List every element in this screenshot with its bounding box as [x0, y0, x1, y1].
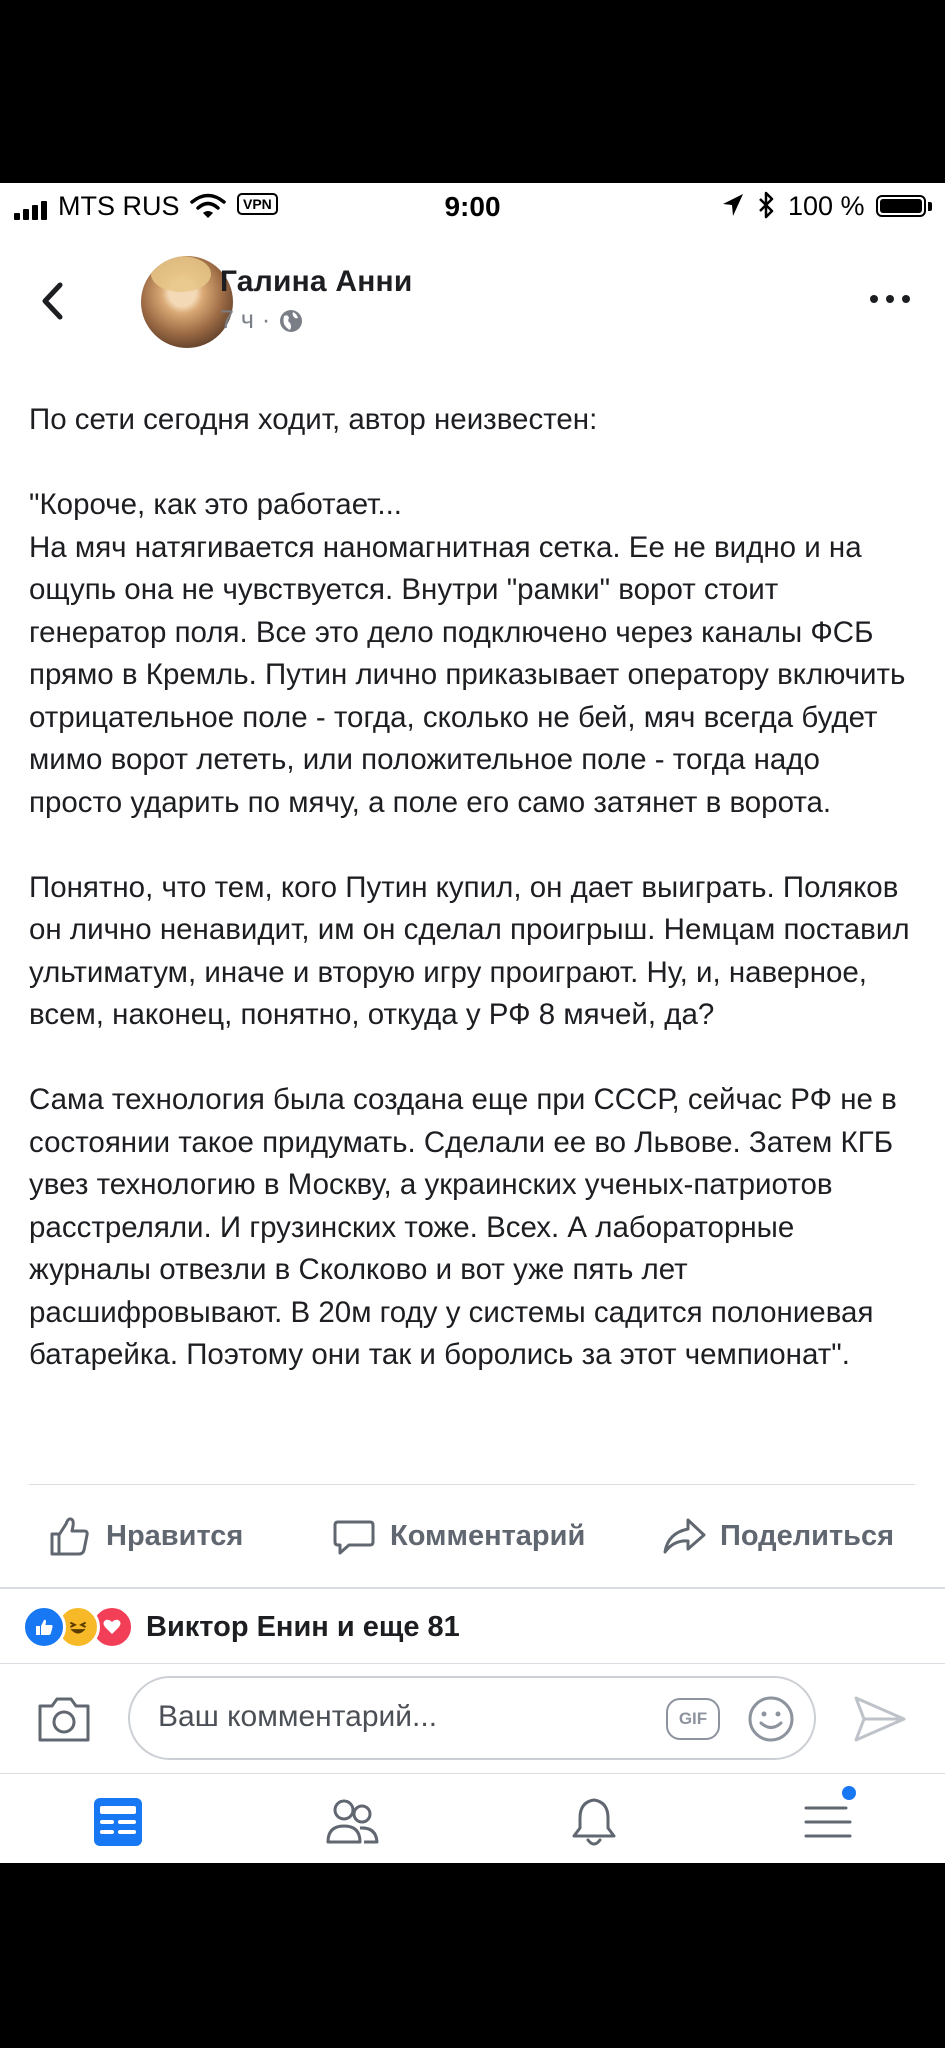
menu-icon[interactable] — [798, 1794, 858, 1850]
menu-notification-dot — [842, 1786, 856, 1800]
emoji-icon[interactable] — [746, 1694, 796, 1744]
gif-button[interactable]: GIF — [666, 1698, 720, 1740]
share-icon — [662, 1514, 706, 1558]
carrier-name: MTS RUS — [58, 191, 180, 221]
send-icon[interactable] — [852, 1694, 908, 1744]
friends-icon[interactable] — [322, 1794, 382, 1850]
like-label: Нравится — [106, 1519, 244, 1552]
bluetooth-icon — [757, 191, 775, 219]
battery-tip — [928, 202, 932, 211]
reactions-text: Виктор Енин и еще 81 — [146, 1610, 460, 1643]
status-bar — [0, 183, 945, 231]
post-paragraph: "Короче, как это работает... — [29, 488, 402, 521]
news-feed-icon[interactable] — [88, 1794, 148, 1850]
back-icon[interactable] — [40, 281, 64, 321]
like-reaction-icon — [22, 1605, 66, 1649]
comment-label: Комментарий — [390, 1519, 586, 1552]
globe-icon — [278, 308, 304, 334]
divider — [0, 1587, 945, 1589]
battery-icon — [876, 195, 926, 217]
reactions-summary[interactable] — [22, 1604, 460, 1650]
comment-placeholder: Ваш комментарий... — [158, 1700, 438, 1733]
comment-input[interactable] — [128, 1676, 816, 1760]
post-paragraph: По сети сегодня ходит, автор неизвестен: — [29, 403, 598, 436]
share-button[interactable] — [662, 1508, 894, 1564]
thumbs-up-icon — [48, 1514, 92, 1558]
post-paragraph: На мяч натягивается наномагнитная сетка. Ее не видно и на ощупь она не чувствуется. Внутри "рамки" ворот стоит генератор поля. Все это дело подключено через каналы ФСБ прямо в Кремль. Путин лично приказывает оператору включить отрицательное поле - тогда, сколько не бей, мяч всегда будет мимо ворот лететь, или положительное поле - тогда надо просто ударить по мячу, а поле его само затянет в ворота. — [29, 530, 906, 819]
bottom-tab-bar — [0, 1773, 945, 1863]
comment-composer — [0, 1663, 945, 1774]
divider — [29, 1484, 915, 1485]
post-actions — [0, 1508, 945, 1564]
vpn-badge: VPN — [237, 193, 278, 215]
author-name[interactable]: Галина Анни — [220, 265, 413, 298]
screen — [0, 183, 945, 1863]
post-paragraph: Сама технология была создана еще при СССР, сейчас РФ не в состоянии такое придумать. Сделали ее во Львове. Затем КГБ увез технологию в Москву, а украинских ученых-патриотов расстреляли. И грузинских тоже. Всех. А лабораторные журналы отвезли в Сколково и вот уже пять лет расшифровывают. В 20м году у системы садится полониевая батарейка. Поэтому они так и боролись за этот чемпионат". — [29, 1083, 897, 1371]
post-time[interactable]: 7 ч — [220, 306, 254, 334]
notifications-icon[interactable] — [564, 1794, 624, 1850]
clock: 9:00 — [444, 191, 501, 222]
post-meta — [220, 306, 304, 335]
camera-icon[interactable] — [36, 1694, 92, 1744]
more-options-icon[interactable] — [868, 293, 912, 305]
share-label: Поделиться — [720, 1519, 895, 1552]
comment-button[interactable] — [332, 1508, 585, 1564]
meta-separator: · — [261, 306, 271, 334]
location-icon — [722, 193, 744, 217]
post-paragraph: Понятно, что тем, кого Путин купил, он дает выиграть. Поляков он лично ненавидит, им он сделал проигрыш. Немцам поставил ультиматум, иначе и вторую игру проиграют. Ну, и, наверное, всем, наконец, понятно, откуда у РФ 8 мячей, да? — [29, 870, 910, 1031]
post-text — [29, 399, 919, 1377]
like-button[interactable] — [48, 1508, 243, 1564]
comment-icon — [332, 1514, 376, 1558]
battery-percent: 100 % — [788, 191, 865, 221]
